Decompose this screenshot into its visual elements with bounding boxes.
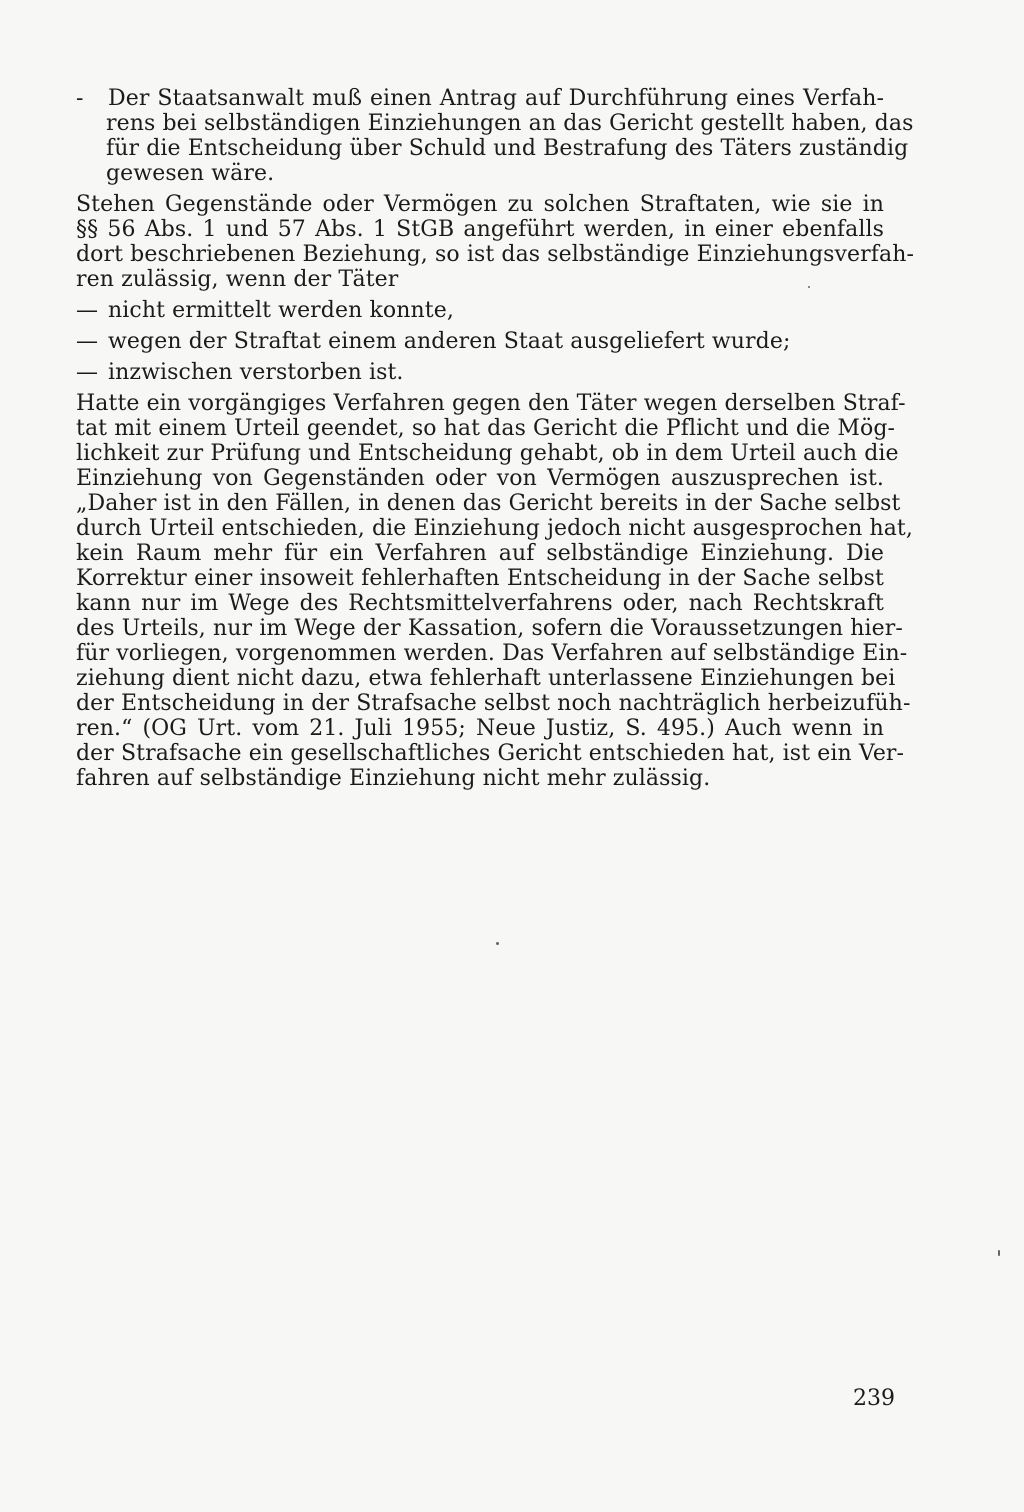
text-line: tat mit einem Urteil geendet, so hat das Gericht die Pflicht und die Mög- [76, 416, 896, 441]
text-line: der Strafsache ein gesellschaftliches Gericht entschieden hat, ist ein Ver- [76, 741, 905, 766]
text-line: dort beschriebenen Beziehung, so ist das selbständige Einziehungsverfah- [76, 242, 915, 267]
first-item-line [76, 86, 884, 111]
text-line: ziehung dient nicht dazu, etwa fehlerhaft unterlassene Einziehungen bei [76, 666, 896, 691]
dash-list-item [76, 360, 884, 385]
dash-list-item [76, 298, 884, 323]
page-number: 239 [853, 1386, 895, 1411]
list-marker: - [76, 86, 84, 111]
scan-speck [496, 942, 499, 945]
text-line: für vorliegen, vorgenommen werden. Das Verfahren auf selbständige Ein- [76, 641, 908, 666]
text-line: der Entscheidung in der Strafsache selbst noch nachträglich herbeizufüh- [76, 691, 911, 716]
list-marker: — [76, 298, 99, 323]
list-item-text: inzwischen verstorben ist. [108, 360, 404, 385]
dash-list-item [76, 329, 884, 354]
text-line: des Urteils, nur im Wege der Kassation, sofern die Voraussetzungen hier- [76, 616, 903, 641]
text-line: rens bei selbständigen Einziehungen an das Gericht gestellt haben, das [106, 111, 914, 136]
scan-speck [808, 286, 810, 288]
list-item-text: nicht ermittelt werden konnte, [108, 298, 454, 323]
text-line: ren zulässig, wenn der Täter [76, 267, 399, 292]
list-item-text: wegen der Straftat einem anderen Staat ausgeliefert wurde; [108, 329, 791, 354]
text-line: Der Staatsanwalt muß einen Antrag auf Durchführung eines Verfah- [108, 86, 884, 111]
text-line: „Daher ist in den Fällen, in denen das Gericht bereits in der Sache selbst [76, 491, 901, 516]
body-text [76, 86, 915, 791]
paragraph-1 [76, 192, 915, 292]
scan-speck [998, 1250, 1000, 1256]
text-line: lichkeit zur Prüfung und Entscheidung gehabt, ob in dem Urteil auch die [76, 441, 899, 466]
text-line: Stehen Gegenstände oder Vermögen zu solchen Straftaten, wie sie in [76, 192, 884, 217]
list-marker: — [76, 329, 99, 354]
list-marker: — [76, 360, 99, 385]
paragraph-2 [76, 391, 913, 791]
first-list-item [76, 86, 914, 186]
text-line: §§ 56 Abs. 1 und 57 Abs. 1 StGB angeführt werden, in einer ebenfalls [76, 217, 884, 242]
text-line: Einziehung von Gegenständen oder von Vermögen auszusprechen ist. [76, 466, 884, 491]
text-line: für die Entscheidung über Schuld und Bestrafung des Täters zuständig [106, 136, 909, 161]
text-line: Hatte ein vorgängiges Verfahren gegen den Täter wegen derselben Straf- [76, 391, 906, 416]
text-line: Korrektur einer insoweit fehlerhaften Entscheidung in der Sache selbst [76, 566, 884, 591]
text-line: durch Urteil entschieden, die Einziehung jedoch nicht ausgesprochen hat, [76, 516, 913, 541]
text-line: kann nur im Wege des Rechtsmittelverfahrens oder, nach Rechtskraft [76, 591, 884, 616]
dash-list [76, 298, 884, 385]
text-line: fahren auf selbständige Einziehung nicht mehr zulässig. [76, 766, 711, 791]
text-line: ren.“ (OG Urt. vom 21. Juli 1955; Neue Justiz, S. 495.) Auch wenn in [76, 716, 884, 741]
text-line: gewesen wäre. [106, 161, 275, 186]
text-line: kein Raum mehr für ein Verfahren auf selbständige Einziehung. Die [76, 541, 884, 566]
